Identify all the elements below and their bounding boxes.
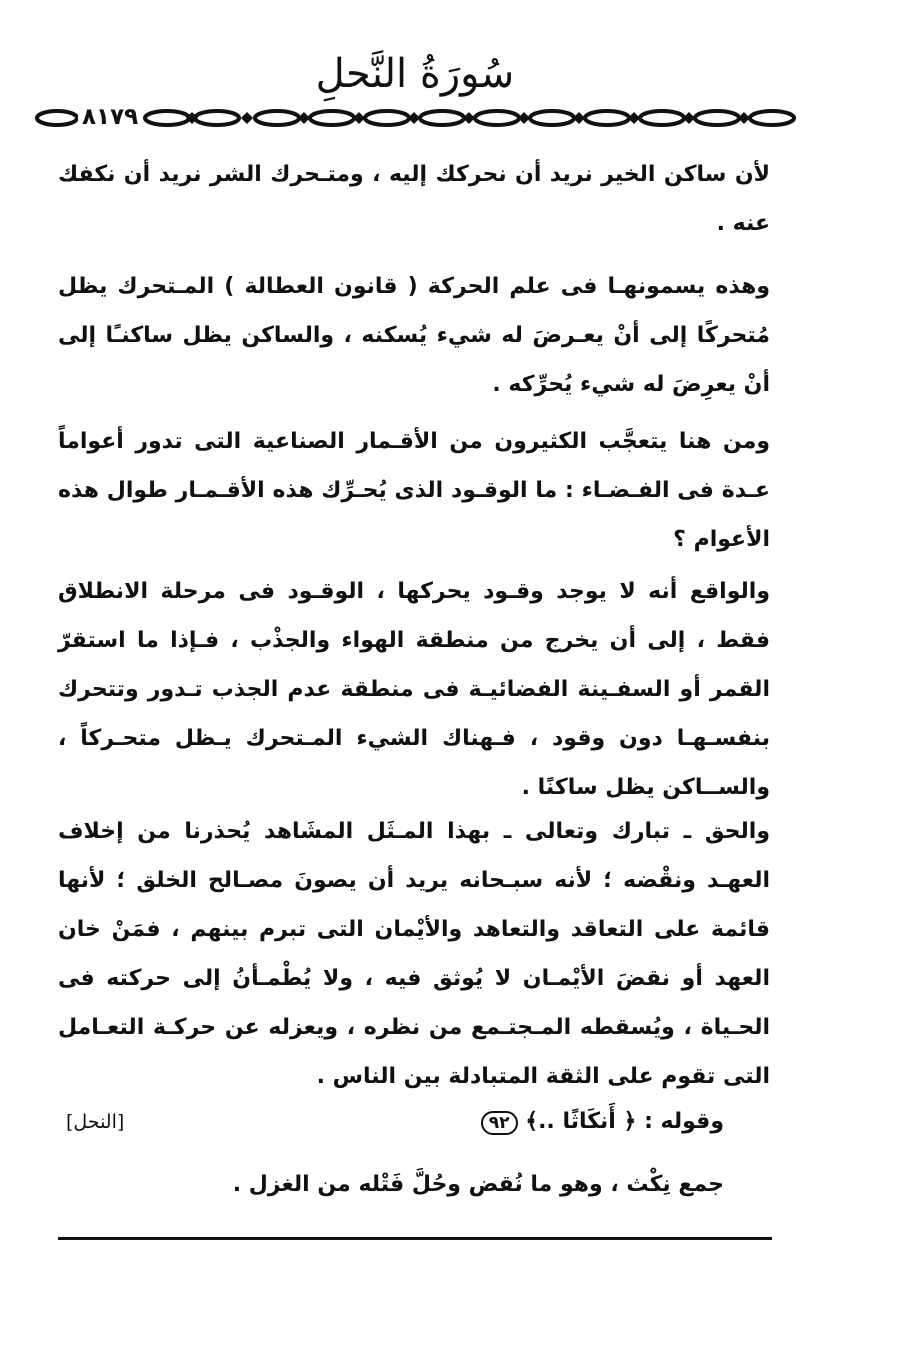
verse-lead: وقوله :	[644, 1109, 724, 1134]
paragraph-text: ومن هنا يتعجَّب الكثيرون من الأقـمار الصناعية التى تدور أعواماً عـدة فى الفـضـاء : ما الوقـود الذى يُحـرِّك هذه الأقـمـار طوال هذه الأعوام ؟	[58, 429, 770, 552]
paragraph-5	[58, 807, 770, 1101]
paragraph-2	[58, 262, 770, 409]
ornament-border	[32, 103, 800, 133]
surah-reference: [النحل]	[66, 1111, 125, 1133]
footnote-divider	[58, 1237, 772, 1240]
paragraph-text: والحق ـ تبارك وتعالى ـ بهذا المـثَل المشَاهد يُحذرنا من إخلاف العهـد ونقْضه ؛ لأنه سبـحانه يريد أن يصونَ مصـالح الخلق ؛ لأنها قائمة على التعاقد والتعاهد والأيْمان التى تبرم بينهم ، فمَنْ خان العهد أو نقضَ الأيْمـان لا يُوثق فيه ، ولا يُطْمـأنُ إلى حركته فى الحـياة ، ويُسقطه المـجتـمع من نظره ، ويعزله عن حركـة التعـامل التى تقوم على الثقة المتبادلة بين الناس .	[58, 819, 770, 1089]
verse-quote	[481, 1097, 724, 1148]
paragraph-text: والواقع أنه لا يوجد وقـود يحركها ، الوقـود فى مرحلة الانطلاق فقط ، إلى أن يخرج من منطقة الهواء والجذْب ، فـإذا ما استقرّ القمر أو السفـينة الفضائيـة فى منطقة عدم الجذب تـدور وتتحرك بنفسـهـا دون وقود ، فـهناك الشيء المـتحرك يـظل متحـركاً ، والســاكن يظل ساكنًا .	[58, 579, 770, 800]
verse-line	[66, 1097, 724, 1147]
paragraph-4	[58, 567, 770, 812]
page-number: ٨١٧٩	[78, 99, 142, 135]
paragraph-text: لأن ساكن الخير نريد أن نحركك إليه ، ومتـحرك الشر نريد أن نكفك عنه .	[58, 162, 770, 236]
verse-text: ﴿ أَنكَاثًا ..﴾	[525, 1109, 637, 1134]
ayah-number: ٩٢	[481, 1111, 518, 1135]
paragraph-text: وهذه يسمونهـا فى علم الحركة ( قانون العطالة ) المـتحرك يظل مُتحركًا إلى أنْ يعـرضَ له شيء يُسكنه ، والساكن يظل ساكنـًا إلى أنْ يعرِضَ له شيء يُحرِّكه .	[58, 274, 770, 397]
surah-title: سُورَةُ النَّحلِ	[315, 51, 515, 97]
paragraph-1	[58, 150, 770, 248]
word-gloss: جمع نِكْث ، وهو ما نُقض وحُلَّ فَتْله من الغزل .	[232, 1172, 724, 1197]
paragraph-3	[58, 417, 770, 564]
